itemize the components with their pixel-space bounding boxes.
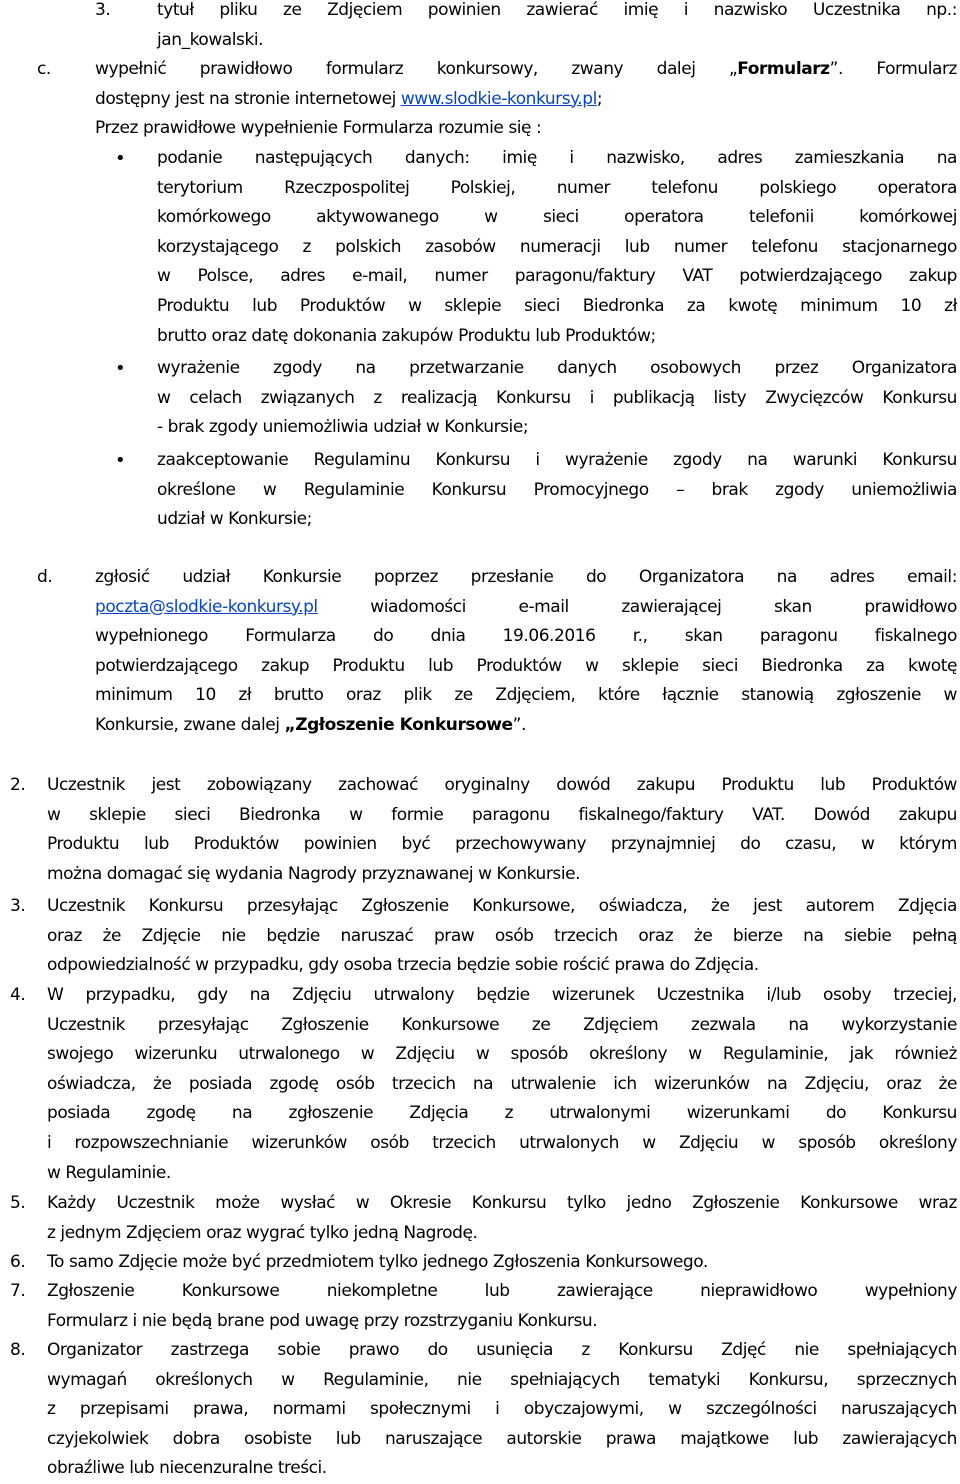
text-line: w sklepie sieci Biedronka w formie paragonu fiskalnego/faktury VAT. Dowód zakupu [47, 804, 957, 825]
text-line: w Polsce, adres e-mail, numer paragonu/faktury VAT potwierdzającego zakup [157, 266, 957, 287]
bullet-item-1 [95, 144, 957, 351]
text-line: jan_kowalski. [157, 29, 264, 50]
list-item-2 [10, 771, 957, 889]
text-line: Konkursie, zwane dalej „Zgłoszenie Konkursowe”. [95, 714, 526, 735]
text-line: udział w Konkursie; [157, 509, 312, 530]
list-number: 3. [95, 0, 111, 20]
list-item-3-top [95, 0, 957, 55]
text-line: posiada zgodę na zgłoszenie Zdjęcia z utrwalonymi wizerunkami do Konkursu [47, 1103, 957, 1124]
list-item-7 [10, 1277, 957, 1336]
text-line: minimum 10 zł brutto oraz plik ze Zdjęciem, które łącznie stanowią zgłoszenie w [95, 685, 957, 706]
text-line: z przepisami prawa, normami społecznymi i obyczajowymi, w szczególności naruszających [47, 1399, 957, 1420]
text-line: To samo Zdjęcie może być przedmiotem tylko jednego Zgłoszenia Konkursowego. [47, 1252, 708, 1272]
text-line: Organizator zastrzega sobie prawo do usunięcia z Konkursu Zdjęć nie spełniających [47, 1340, 957, 1360]
list-letter: d. [37, 567, 53, 587]
text-line: tytuł pliku ze Zdjęciem powinien zawierać imię i nazwisko Uczestnika np.: [157, 0, 957, 20]
text-line: Uczestnik przesyłając Zgłoszenie Konkursowe ze Zdjęciem zezwala na wykorzystanie [47, 1014, 957, 1035]
text-line: określone w Regulaminie Konkursu Promocyjnego – brak zgody uniemożliwia [157, 479, 957, 500]
text-line: zaakceptowanie Regulaminu Konkursu i wyrażenie zgody na warunki Konkursu [157, 450, 957, 470]
bullet-icon: • [115, 450, 126, 471]
text-line: wymagań określonych w Regulaminie, nie spełniających tematyki Konkursu, sprzecznych [47, 1369, 957, 1390]
bullet-icon: • [115, 358, 126, 379]
list-item-d [37, 563, 957, 741]
text-line: Przez prawidłowe wypełnienie Formularza rozumie się : [95, 118, 542, 139]
list-number: 2. [10, 775, 26, 795]
text-line: w celach związanych z realizacją Konkursu i publikacją listy Zwycięzców Konkursu [157, 387, 957, 408]
email-link[interactable]: poczta@slodkie-konkursy.pl [95, 596, 318, 617]
text-line: można domagać się wydania Nagrody przyznawanej w Konkursie. [47, 863, 581, 884]
text-line: czyjekolwiek dobra osobiste lub naruszające autorskie prawa majątkowe lub zawierających [47, 1428, 957, 1449]
term-formularz: Formularz [737, 59, 830, 79]
term-zgloszenie: „Zgłoszenie Konkursowe [284, 714, 513, 735]
text-line: podanie następujących danych: imię i nazwisko, adres zamieszkania na [157, 148, 957, 168]
text-line: Uczestnik Konkursu przesyłając Zgłoszenie Konkursowe, oświadcza, że jest autorem Zdjęcia [47, 896, 957, 916]
text-line: komórkowego aktywowanego w sieci operatora telefonii komórkowej [157, 207, 957, 228]
text-line: Każdy Uczestnik może wysłać w Okresie Konkursu tylko jedno Zgłoszenie Konkursowe wraz [47, 1193, 957, 1213]
text-line: Formularz i nie będą brane pod uwagę przy rozstrzyganiu Konkursu. [47, 1310, 598, 1331]
list-item-5 [10, 1189, 957, 1248]
list-item-8 [10, 1336, 957, 1484]
text-line: potwierdzającego zakup Produktu lub Produktów w sklepie sieci Biedronka za kwotę [95, 655, 957, 676]
text-line: Zgłoszenie Konkursowe niekompletne lub zawierające nieprawidłowo wypełniony [47, 1281, 957, 1301]
list-item-4 [10, 981, 957, 1188]
text-line: wyrażenie zgody na przetwarzanie danych osobowych przez Organizatora [157, 358, 957, 378]
text-line: poczta@slodkie-konkursy.pl wiadomości e-mail zawierającej skan prawidłowo [95, 596, 957, 617]
text-line: z jednym Zdjęciem oraz wygrać tylko jedną Nagrodę. [47, 1222, 478, 1243]
list-letter: c. [37, 59, 51, 79]
text-line: obraźliwe lub niecenzuralne treści. [47, 1458, 327, 1479]
text-line: zgłosić udział Konkursie poprzez przesłanie do Organizatora na adres email: [95, 567, 957, 587]
text-line: oświadcza, że posiada zgodę osób trzecich na utrwalenie ich wizerunków na Zdjęciu, oraz że [47, 1073, 957, 1094]
bullet-item-3 [95, 446, 957, 535]
text-line: odpowiedzialność w przypadku, gdy osoba trzecia będzie sobie rościć prawa do Zdjęcia. [47, 955, 759, 976]
website-link[interactable]: www.slodkie-konkursy.pl [400, 88, 597, 109]
list-item-c [37, 55, 957, 144]
text-line: terytorium Rzeczpospolitej Polskiej, numer telefonu polskiego operatora [157, 177, 957, 198]
text-line: i rozpowszechnianie wizerunków osób trzecich utrwalonych w Zdjęciu w sposób określony [47, 1132, 957, 1153]
list-number: 5. [10, 1193, 26, 1213]
bullet-item-2 [95, 354, 957, 443]
text-line: brutto oraz datę dokonania zakupów Produktu lub Produktów; [157, 325, 656, 346]
list-number: 7. [10, 1281, 26, 1301]
list-number: 6. [10, 1252, 26, 1272]
list-number: 4. [10, 985, 26, 1005]
text-line: Uczestnik jest zobowiązany zachować oryginalny dowód zakupu Produktu lub Produktów [47, 775, 957, 795]
list-number: 3. [10, 896, 26, 916]
text-line: - brak zgody uniemożliwia udział w Konkursie; [157, 417, 529, 438]
list-item-3 [10, 892, 957, 981]
text-line: oraz że Zdjęcie nie będzie naruszać praw osób trzecich oraz że bierze na siebie pełną [47, 925, 957, 946]
text-line: W przypadku, gdy na Zdjęciu utrwalony będzie wizerunek Uczestnika i/lub osoby trzeciej, [47, 985, 957, 1005]
list-item-6 [10, 1248, 957, 1278]
text-line: wypełnić prawidłowo formularz konkursowy, zwany dalej „Formularz”. Formularz [95, 59, 957, 79]
text-line: Produktu lub Produktów powinien być przechowywany przynajmniej do czasu, w którym [47, 834, 957, 855]
bullet-icon: • [115, 148, 126, 169]
text-line: w Regulaminie. [47, 1162, 171, 1183]
list-number: 8. [10, 1340, 26, 1360]
text-line: Produktu lub Produktów w sklepie sieci Biedronka za kwotę minimum 10 zł [157, 295, 957, 316]
text-line: swojego wizerunku utrwalonego w Zdjęciu w sposób określony w Regulaminie, jak również [47, 1044, 957, 1065]
text-line: wypełnionego Formularza do dnia 19.06.2016 r., skan paragonu fiskalnego [95, 626, 957, 647]
text-line: dostępny jest na stronie internetowej www.slodkie-konkursy.pl; [95, 88, 603, 109]
text-line: korzystającego z polskich zasobów numeracji lub numer telefonu stacjonarnego [157, 236, 957, 257]
